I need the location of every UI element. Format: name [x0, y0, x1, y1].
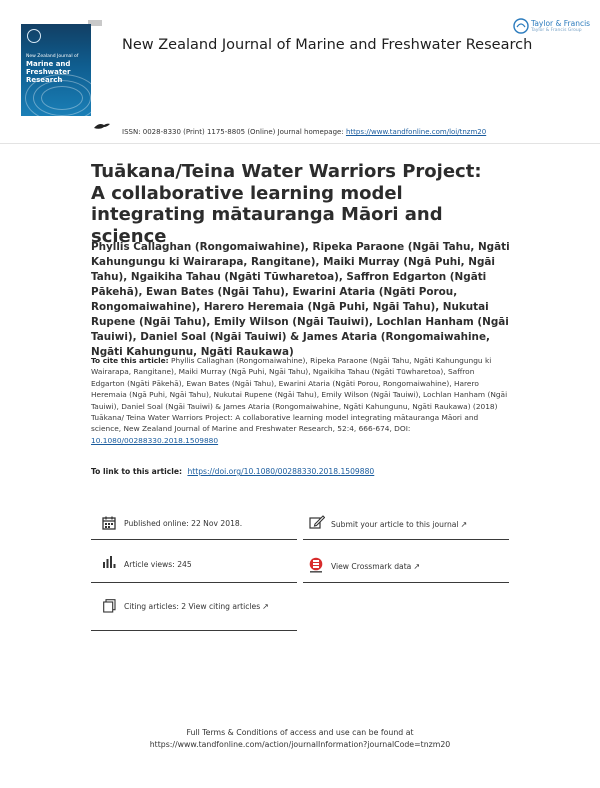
external-link-icon: ↗ [262, 602, 269, 611]
published-date: Published online: 22 Nov 2018. [124, 519, 243, 528]
external-link-icon: ↗ [413, 562, 421, 571]
publisher-sub: Taylor & Francis Group [531, 28, 582, 33]
metric-divider [91, 582, 297, 583]
cite-doi-link[interactable]: 10.1080/00288330.2018.1509880 [91, 435, 219, 445]
issn-text: ISSN: 0028-8330 (Print) 1175-8805 (Online) Journal homepage: [122, 128, 344, 136]
article-authors: Phyllis Callaghan (Rongomaiwahine), Ripeka Paraone (Ngāi Tahu, Ngāti Kahungungu ki Wairarapa, Rangitane), Maiki Murray (Ngā Puhi, Ngāi Tahu), Ngaikiha Tahau (Ngāti Tūwharetoa), Saffron Edgarton (Ngāti Pākehā), Ewan Bates (Ngāi Tahu), Ewarini Ataria (Ngāti Porou, Rongomaiwahine), Harero Heremaia (Ngā Puhi, Ngāi Tahu), Nukutai Rupene (Ngāi Tahu), Emily Wilson (Ngāi Tauiwi), Lochlan Hanham (Ngāi Tauiwi), Daniel Soal (Ngāi Tauiwi) & James Ataria (Rongomaiwahine, Ngāti Kahungunu, Ngāti Raukawa) [91, 241, 510, 358]
journal-title[interactable]: New Zealand Journal of Marine and Freshwater Research [122, 37, 533, 53]
citation-block [91, 355, 509, 446]
crossmark-icon [309, 557, 323, 573]
publisher-name: Taylor & Francis [531, 19, 591, 28]
submit-article-label: Submit your article to this journal [331, 520, 459, 529]
journal-cover-image[interactable] [21, 24, 91, 116]
cover-journal-title: New Zealand Journal of Marine and Freshwater Research [26, 54, 79, 84]
metric-divider [303, 582, 509, 583]
taylor-francis-icon [513, 18, 529, 34]
terms-url[interactable]: https://www.tandfonline.com/action/journalInformation?journalCode=tnzm20 [149, 739, 451, 749]
document-stack-icon [103, 599, 116, 613]
article-views[interactable]: Article views: 245 [124, 560, 192, 569]
submit-article-link[interactable] [331, 520, 467, 529]
article-link-line [91, 467, 374, 476]
crossmark-link[interactable] [331, 562, 420, 571]
edit-icon [309, 515, 325, 529]
issn-line [122, 128, 486, 136]
metric-divider [303, 539, 509, 540]
article-title: Tuākana/Teina Water Warriors Project: A collaborative learning model integrating mātauranga Māori and science [91, 161, 482, 247]
cover-logo-icon [27, 29, 41, 43]
publisher-logo[interactable] [513, 18, 591, 40]
link-label: To link to this article: [91, 467, 183, 476]
terms-line: Full Terms & Conditions of access and use can be found at [186, 728, 414, 737]
crossmark-label: View Crossmark data [331, 562, 412, 571]
calendar-icon [102, 516, 116, 530]
citing-articles-label: Citing articles: 2 View citing articles [124, 602, 261, 611]
cite-text: Phyllis Callaghan (Rongomaiwahine), Ripeka Paraone (Ngāi Tahu, Ngāti Kahungungu ki Wairarapa, Rangitane), Maiki Murray (Ngā Puhi, Ngāi Tahu), Ngaikiha Tahau (Ngāti Tūwharetoa), Saffron Edgarton (Ngāti Pākehā), Ewan Bates (Ngāi Tahu), Ewarini Ataria (Ngāti Porou, Rongomaiwahine), Harero Heremaia (Ngā Puhi, Ngāi Tahu), Nukutai Rupene (Ngāi Tahu), Emily Wilson (Ngāi Tauiwi), Lochlan Hanham (Ngāi Tauiwi), Daniel Soal (Ngāi Tauiwi) & James Ataria (Rongomaiwahine, Ngāti Kahungunu, Ngāti Raukawa) (2018) Tuākana/ Teina Water Warriors Project: A collaborative learning model integrating mātauranga Māori and science, New Zealand Journal of Marine and Freshwater Research, 52:4, 666-674, DOI: [91, 356, 508, 434]
metric-divider [91, 539, 297, 540]
bird-logo-icon [93, 121, 111, 131]
journal-homepage-link[interactable]: https://www.tandfonline.com/loi/tnzm20 [345, 128, 487, 136]
header-divider [0, 143, 600, 144]
article-doi-link[interactable]: https://doi.org/10.1080/00288330.2018.1509880 [187, 467, 375, 476]
terms-footer [0, 727, 600, 750]
external-link-icon: ↗ [460, 520, 468, 529]
metric-divider [91, 630, 297, 631]
cite-label: To cite this article: [91, 356, 169, 365]
bar-chart-icon [102, 556, 116, 568]
citing-articles-link[interactable] [124, 602, 269, 611]
